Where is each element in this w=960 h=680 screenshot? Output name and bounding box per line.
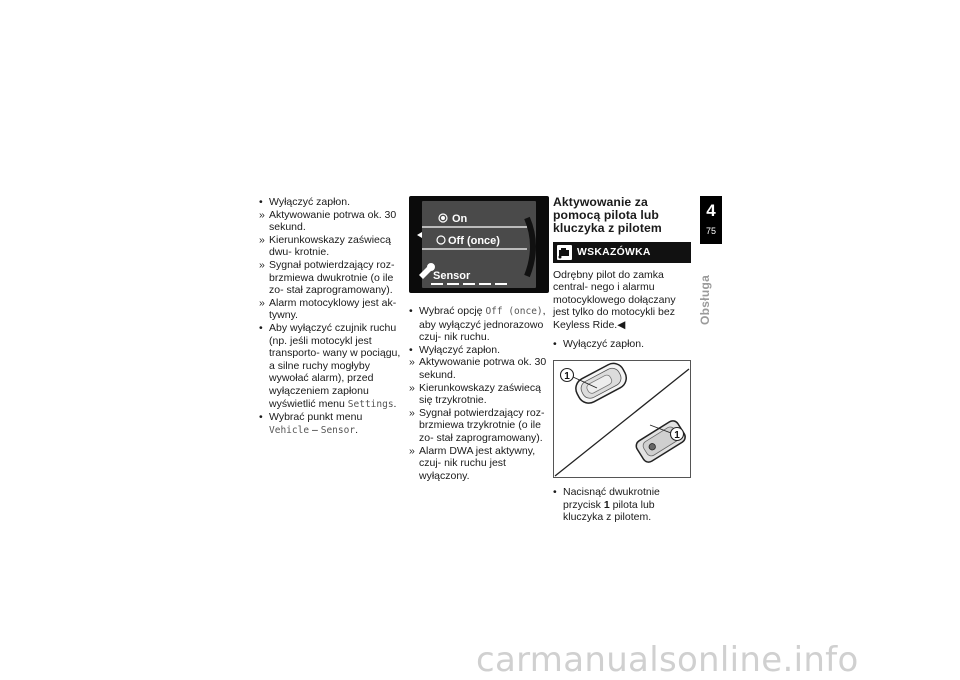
chapter-tab [700,196,722,244]
list-item: • Wybrać punkt menu Vehicle – Sensor. [259,411,363,436]
chapter-number: 4 [706,201,716,220]
note-icon [557,245,572,260]
option-off-once: Off (once) [448,235,500,247]
section-label-vertical [694,276,716,324]
bezel-curve [527,218,533,276]
motorcycle-hand-icon [557,245,572,260]
menu-code: Off (once) [485,306,543,317]
remote-control-icon [572,361,630,407]
key-remote-figure [553,360,691,478]
list-item: » Kierunkowskazy zaświecą dwu- krotnie. [259,233,391,259]
page-number: 75 [705,226,716,236]
callout-label: 1 [564,371,570,383]
column-middle [409,196,549,482]
list-item: • Wyłączyć zapłon. [259,196,351,208]
section-heading: Aktywowanie za pomocą pilota lub kluczyka z pilotem [553,195,662,236]
figure-graphics [554,361,690,477]
option-on: On [452,213,468,225]
note-bar [553,242,691,263]
instrument-display [409,196,549,293]
list-item: • Aby wyłączyć czujnik ruchu (np. jeśli motocykl jest transporto- wany w pociągu, a silne ruchy mogłyby wywołać alarm), przed wyłączeniem zapłonu wyświetlić menu Settings. [259,321,401,410]
note-label: WSKAZÓWKA [577,246,651,258]
list-item: • Wyłączyć zapłon. [553,337,645,350]
column-left [259,196,401,437]
key-fob-icon [634,419,687,465]
list-item: » Aktywowanie potrwa ok. 30 sekund. [409,356,547,381]
radio-dot [441,216,445,220]
section-name: Obsługa [698,274,712,326]
menu-sensor: Sensor [433,270,471,282]
list-item: • Wybrać opcję Off (once), aby wyłączyć jednorazowo czuj- nik ruchu. [409,305,546,344]
list-item: • Wyłączyć zapłon. [409,343,501,356]
callout-label: 1 [674,430,680,442]
list-item: » Alarm motocyklowy jest ak- tywny. [259,296,397,322]
list-item: » Alarm DWA jest aktywny, czuj- nik ruchu jest wyłączony. [409,444,536,482]
display-graphics [409,196,549,293]
menu-code: Sensor [320,424,356,436]
list-item: » Kierunkowskazy zaświecą się trzykrotnie. [409,381,541,407]
list-item: » Sygnał potwierdzający roz- brzmiewa dwukrotnie (o ile zo- stał zaprogramowany). [259,258,395,297]
list-item: • Nacisnąć dwukrotnie przycisk 1 pilota lub kluczyka z pilotem. [553,486,660,524]
list-item: » Sygnał potwierdzający roz- brzmiewa trzykrotnie (o ile zo- stał zaprogramowany). [409,406,545,444]
menu-code: Settings [347,398,394,410]
column-right [553,196,691,524]
list-item: » Aktywowanie potrwa ok. 30 sekund. [259,208,397,234]
watermark: carmanualsonline.info [476,640,859,680]
menu-code: Vehicle [269,424,310,436]
left-arrow-icon [417,232,422,238]
note-text: Odrębny pilot do zamka central- nego i alarmu motocyklowego dołączany jest tylko do motocykli bez Keyless Ride.◀ [553,268,676,331]
radio-empty-icon [437,236,445,244]
